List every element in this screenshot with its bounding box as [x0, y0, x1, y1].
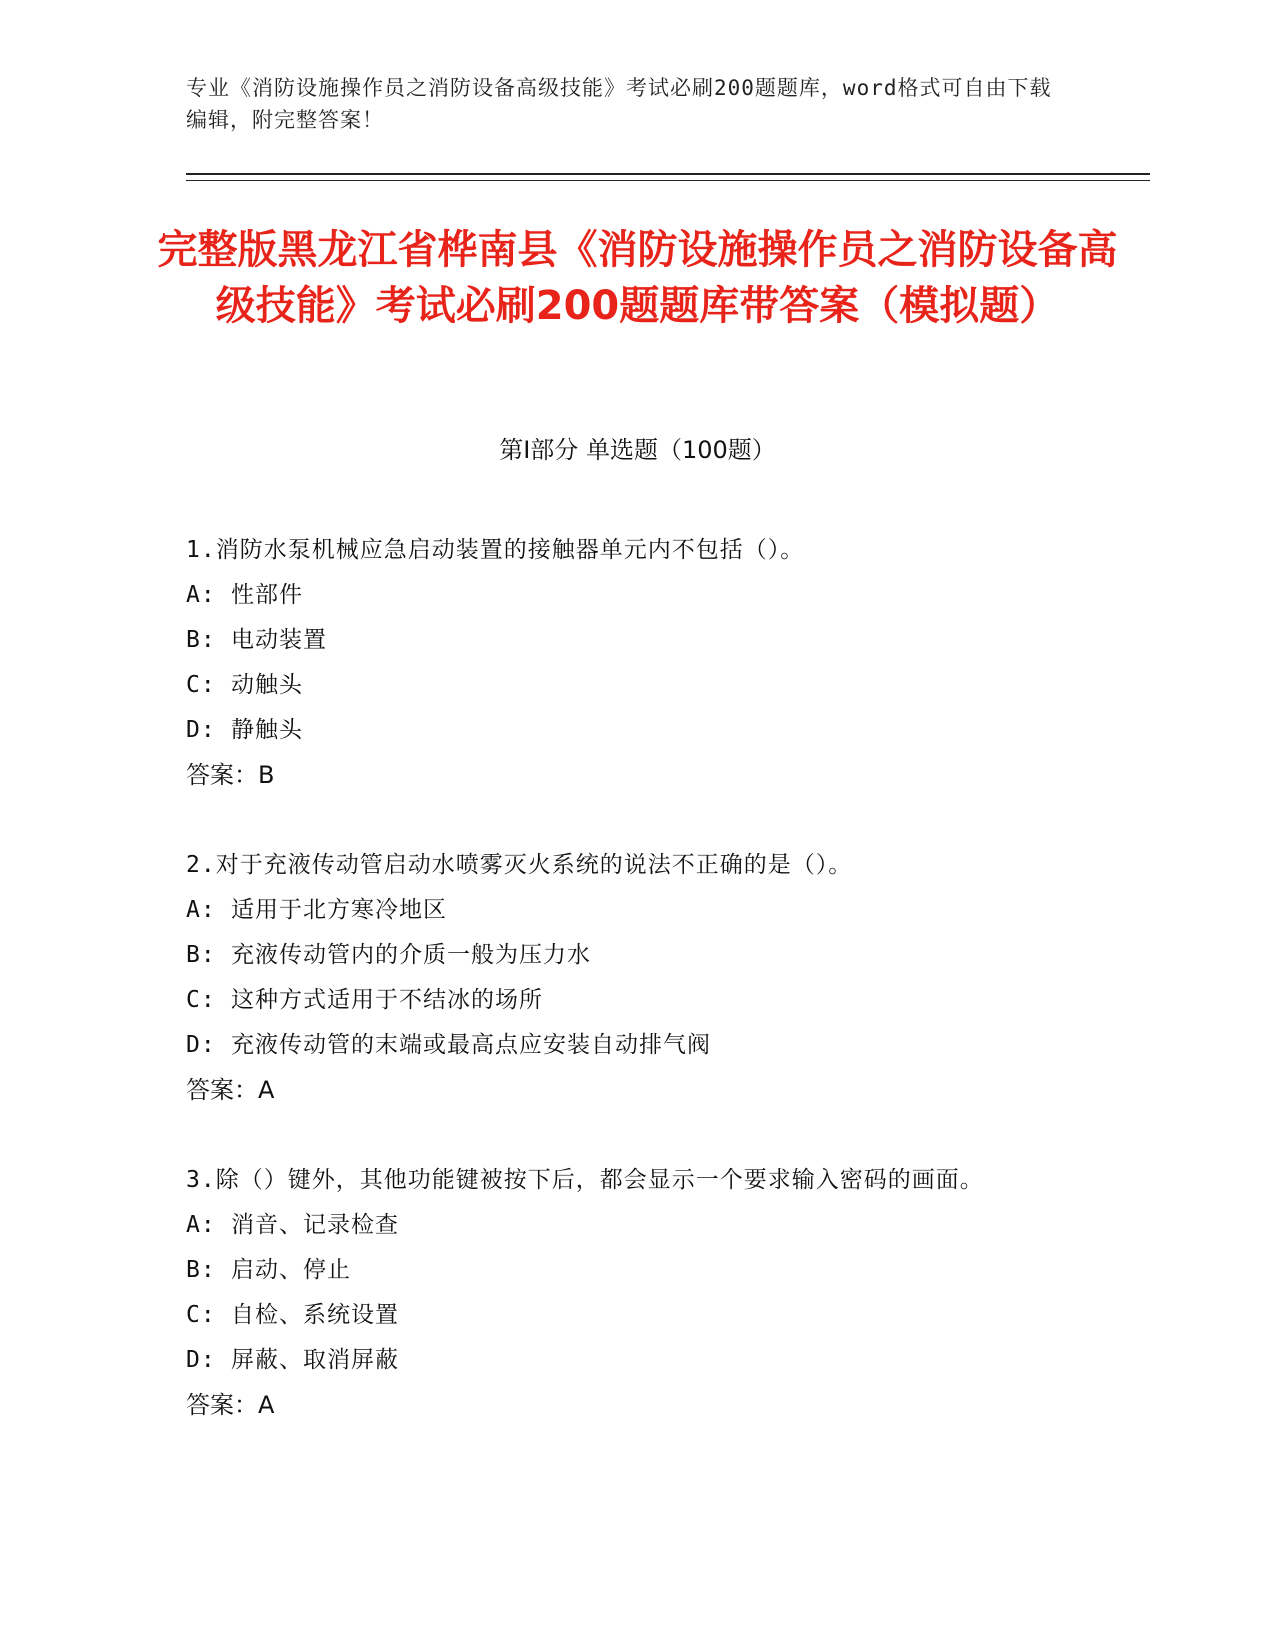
- question-stem: 3.除（）键外，其他功能键被按下后，都会显示一个要求输入密码的画面。: [186, 1167, 984, 1193]
- option-text: 启动、停止: [231, 1257, 351, 1283]
- option-a: [186, 573, 1066, 618]
- option-key: A:: [186, 1212, 216, 1238]
- question-stem: 2.对于充液传动管启动水喷雾灭火系统的说法不正确的是（）。: [186, 852, 853, 878]
- answer-value: A: [258, 1391, 275, 1419]
- answer-value: A: [258, 1076, 275, 1104]
- answer-line: [186, 1068, 1066, 1113]
- option-key: D:: [186, 717, 216, 743]
- option-text: 自检、系统设置: [231, 1302, 399, 1328]
- option-a: [186, 888, 1066, 933]
- option-d: [186, 1338, 1066, 1383]
- option-a: [186, 1203, 1066, 1248]
- option-text: 这种方式适用于不结冰的场所: [231, 987, 543, 1013]
- option-key: B:: [186, 627, 216, 653]
- option-text: 充液传动管的末端或最高点应安装自动排气阀: [231, 1032, 711, 1058]
- question-list: [186, 528, 1066, 1473]
- answer-label: 答案：: [186, 1391, 258, 1419]
- option-b: [186, 1248, 1066, 1293]
- option-text: 适用于北方寒冷地区: [231, 897, 447, 923]
- option-d: [186, 1023, 1066, 1068]
- option-key: B:: [186, 942, 216, 968]
- option-key: A:: [186, 897, 216, 923]
- option-d: [186, 708, 1066, 753]
- answer-line: [186, 753, 1066, 798]
- option-key: B:: [186, 1257, 216, 1283]
- question-item: [186, 528, 1066, 798]
- option-text: 消音、记录检查: [231, 1212, 399, 1238]
- answer-line: [186, 1383, 1066, 1428]
- header-divider-thick: [186, 173, 1150, 175]
- option-b: [186, 618, 1066, 663]
- header-divider-thin: [186, 180, 1150, 181]
- option-key: D:: [186, 1032, 216, 1058]
- header-note: 专业《消防设施操作员之消防设备高级技能》考试必刷200题题库，word格式可自由下载编辑，附完整答案！: [186, 76, 1052, 132]
- option-text: 静触头: [231, 717, 303, 743]
- option-text: 动触头: [231, 672, 303, 698]
- section-heading: 第Ⅰ部分 单选题（100题）: [499, 436, 776, 464]
- option-text: 电动装置: [231, 627, 327, 653]
- option-text: 屏蔽、取消屏蔽: [231, 1347, 399, 1373]
- option-text: 性部件: [231, 582, 303, 608]
- option-key: D:: [186, 1347, 216, 1373]
- option-c: [186, 978, 1066, 1023]
- option-key: C:: [186, 987, 216, 1013]
- option-text: 充液传动管内的介质一般为压力水: [231, 942, 591, 968]
- answer-label: 答案：: [186, 1076, 258, 1104]
- question-item: [186, 1158, 1066, 1428]
- option-key: C:: [186, 1302, 216, 1328]
- option-key: C:: [186, 672, 216, 698]
- option-key: A:: [186, 582, 216, 608]
- answer-label: 答案：: [186, 761, 258, 789]
- option-c: [186, 1293, 1066, 1338]
- question-stem: 1.消防水泵机械应急启动装置的接触器单元内不包括（）。: [186, 537, 805, 563]
- option-b: [186, 933, 1066, 978]
- question-item: [186, 843, 1066, 1113]
- document-title: 完整版黑龙江省桦南县《消防设施操作员之消防设备高级技能》考试必刷200题题库带答案（模拟题）: [157, 227, 1118, 329]
- option-c: [186, 663, 1066, 708]
- answer-value: B: [258, 761, 275, 789]
